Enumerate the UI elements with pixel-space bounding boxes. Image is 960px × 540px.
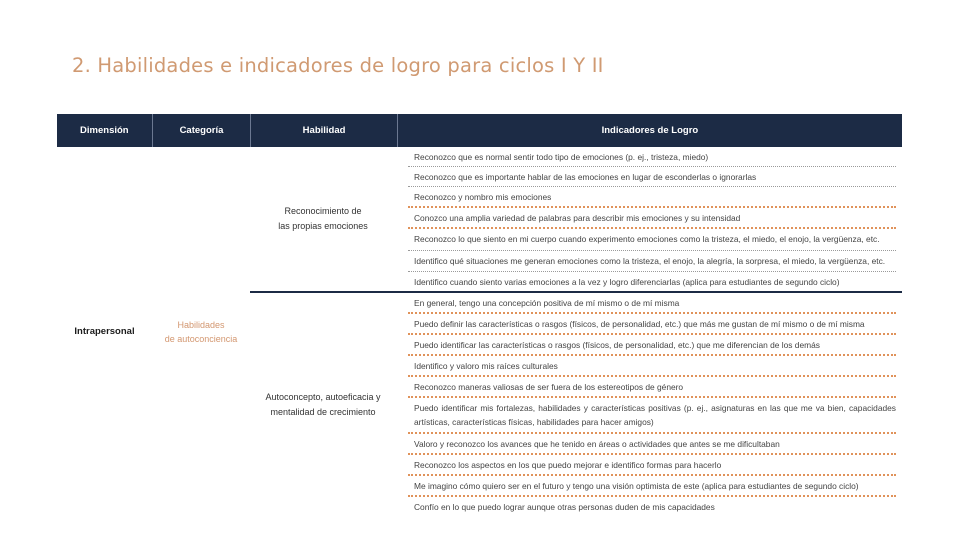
indicator-row: Conozco una amplia variedad de palabras para describir mis emociones y su intensidad <box>408 208 896 229</box>
header-dimension: Dimensión <box>57 114 153 147</box>
indicator-row: Reconozco que es importante hablar de las emociones en lugar de esconderlas o ignorarlas <box>408 167 896 187</box>
header-indicators: Indicadores de Logro <box>601 125 699 136</box>
indicator-row: Identifico cuando siento varias emociones a la vez y logro diferenciarlas (aplica para estudiantes de segundo ciclo) <box>414 277 840 287</box>
header-skill: Habilidad <box>251 114 397 147</box>
category-line: Habilidades <box>177 319 225 330</box>
indicator-list <box>408 147 896 291</box>
indicator-row: Puedo definir las características o rasgos (físicos, de personalidad, etc.) que más me gustan de mí mismo o de mí misma <box>408 314 896 335</box>
skills-table <box>57 114 902 516</box>
skill-group <box>250 147 902 291</box>
skill-line: las propias emociones <box>278 221 368 231</box>
header-category: Categoría <box>153 114 252 147</box>
indicator-list <box>408 293 896 516</box>
page-title: 2. Habilidades e indicadores de logro para ciclos I Y II <box>72 54 604 77</box>
skill-line: Autoconcepto, autoeficacia y <box>265 391 381 402</box>
indicator-row: Valoro y reconozco los avances que he tenido en áreas o actividades que antes se me dificultaban <box>408 434 896 455</box>
skill-line: Reconocimiento de <box>284 206 362 216</box>
indicator-row: Me imagino cómo quiero ser en el futuro y tengo una visión optimista de este (aplica para estudiantes de segundo ciclo) <box>408 476 896 497</box>
skills-column <box>250 147 902 516</box>
category-line: de autoconciencia <box>164 333 238 344</box>
skill-line: mentalidad de crecimiento <box>270 406 376 417</box>
indicator-row: Puedo identificar mis fortalezas, habilidades y características positivas (p. ej., asignaturas en las que me va bien, capacidades artísticas, características físicas, habilidades para hacer amigos) <box>408 398 896 434</box>
indicator-row: En general, tengo una concepción positiva de mí mismo o de mí misma <box>408 293 896 314</box>
skill-cell <box>250 293 396 516</box>
indicator-row: Reconozco que es normal sentir todo tipo de emociones (p. ej., tristeza, miedo) <box>408 147 896 167</box>
category-cell <box>152 147 250 516</box>
skill-group <box>250 291 902 516</box>
indicator-row: Identifico y valoro mis raíces culturales <box>408 356 896 377</box>
indicator-row: Reconozco lo que siento en mi cuerpo cuando experimento emociones como la tristeza, el miedo, el enojo, la vergüenza, etc. <box>408 229 896 251</box>
indicator-row: Reconozco los aspectos en los que puedo mejorar e identifico formas para hacerlo <box>408 455 896 476</box>
indicator-row: Reconozco maneras valiosas de ser fuera de los estereotipos de género <box>408 377 896 398</box>
indicator-row: Identifico qué situaciones me generan emociones como la tristeza, el enojo, la alegría, la sorpresa, el miedo, la vergüenza, etc. <box>408 251 896 273</box>
skill-cell <box>250 147 396 291</box>
dimension-cell: Intrapersonal <box>74 326 135 337</box>
indicator-row: Reconozco y nombro mis emociones <box>408 187 896 208</box>
indicator-row: Confío en lo que puedo lograr aunque otras personas duden de mis capacidades <box>414 502 715 512</box>
table-body <box>57 147 902 516</box>
table-header <box>57 114 902 147</box>
indicator-row: Puedo identificar las características o rasgos (físicos, de personalidad, etc.) que me diferencian de los demás <box>408 335 896 356</box>
